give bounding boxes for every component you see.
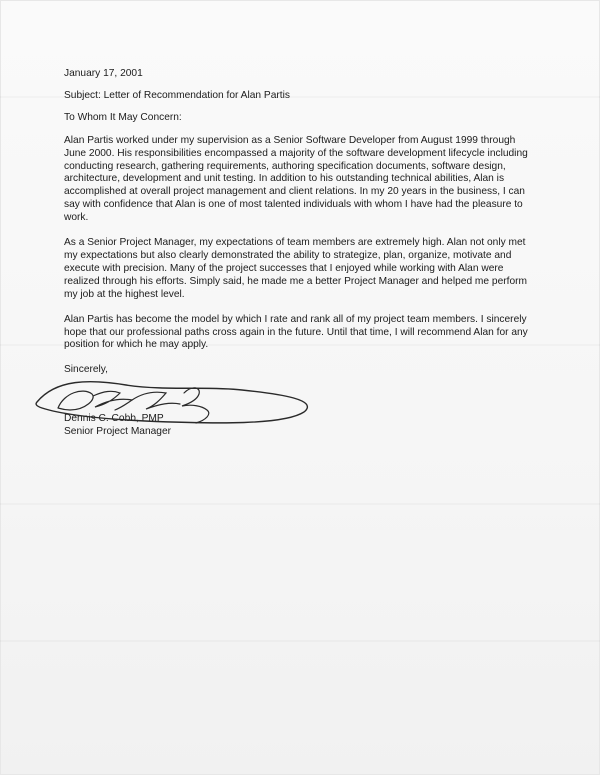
signature-area (64, 379, 534, 419)
letter-paragraph: Alan Partis worked under my supervision as a Senior Software Developer from August 1999 through June 2000. His responsibilities encompassed a majority of the software development lifecycle including conducting research, gathering requirements, authoring specification documents, software design, architecture, development and unit testing. In addition to his outstanding technical abilities, Alan is accomplished at overall project management and client relations. In my 20 years in the business, I can say with confidence that Alan is one of most talented individuals with whom I have had the pleasure to work. (64, 134, 528, 224)
letter-subject: Subject: Letter of Recommendation for Alan Partis (64, 89, 290, 101)
signer-title: Senior Project Manager (64, 426, 172, 438)
letter-date: January 17, 2001 (64, 68, 143, 79)
letter-salutation: To Whom It May Concern: (64, 111, 182, 123)
letter-closing: Sincerely, (64, 364, 108, 376)
scan-shade (0, 640, 600, 642)
handwritten-signature (34, 369, 324, 431)
letter-paragraph: As a Senior Project Manager, my expectations of team members are extremely high. Alan not only met my expectations but also clearly demonstrated the ability to strategize, plan, organize, motivate and execute with precision. Many of the project successes that I enjoyed while working with Alan were realized through his efforts. Simply said, he made me a better Project Manager and helped me perform my job at the highest level. (64, 237, 528, 300)
scan-shade (0, 503, 600, 505)
signer-name: Dennis C. Cobb, PMP (64, 413, 164, 425)
letter-paragraph: Alan Partis has become the model by which I rate and rank all of my project team members. I sincerely hope that our professional paths cross again in the future. Until that time, I will recommend Alan for any position for which he may apply. (64, 313, 528, 351)
letter-body (64, 68, 534, 439)
